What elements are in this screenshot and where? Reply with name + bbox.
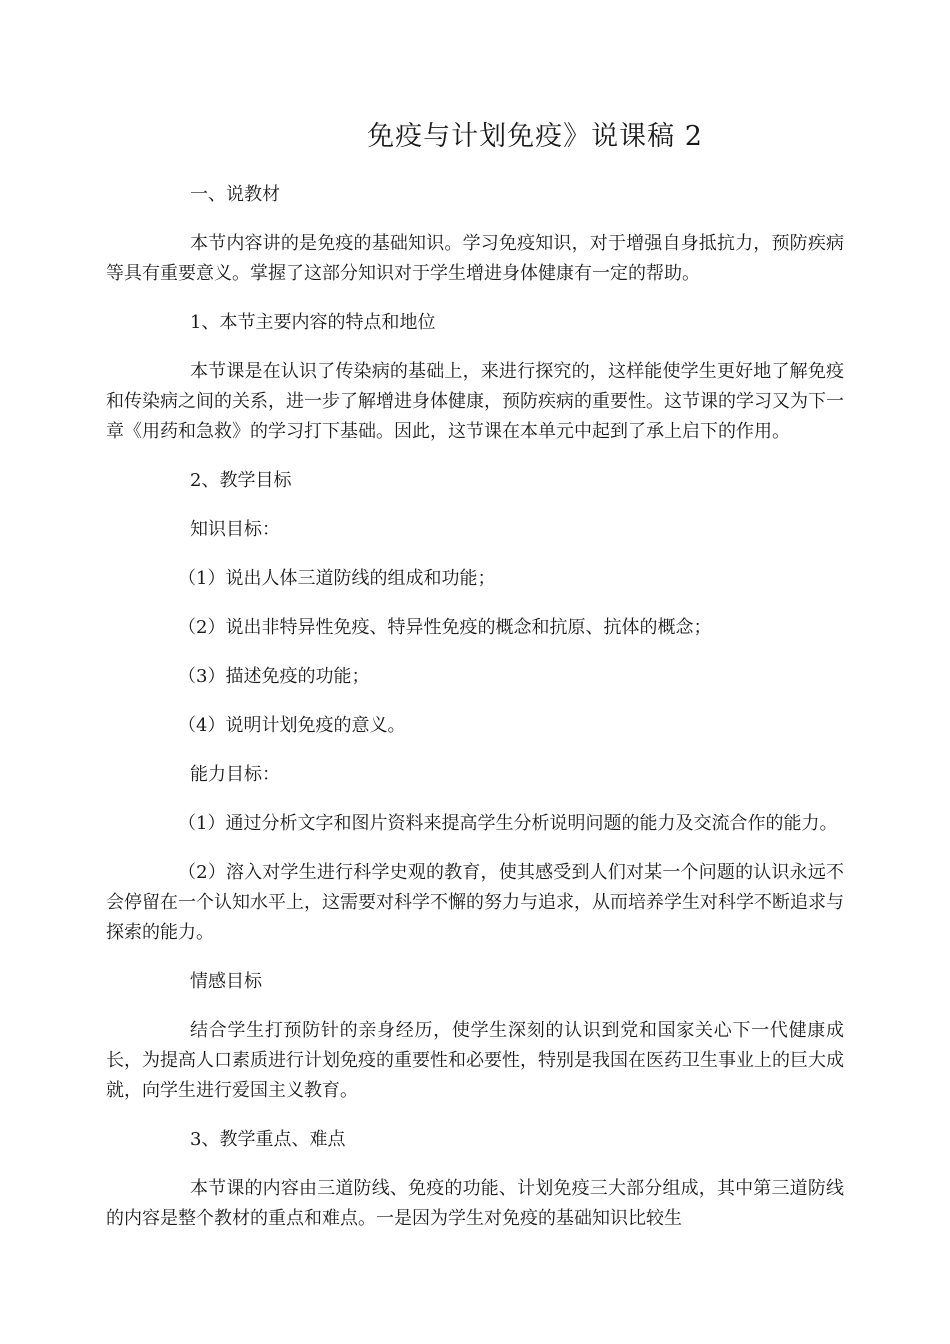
paragraph-content-position: 本节课是在认识了传染病的基础上，来进行探究的，这样能使学生更好地了解免疫和传染病之间的关系，进一步了解增进身体健康，预防疾病的重要性。这节课的学习又为下一章《用药和急救》的学习打下基础。因此，这节课在本单元中起到了承上启下的作用。 (106, 361, 844, 442)
document-title: 免疫与计划免疫》说课稿 2 (367, 121, 703, 152)
label-emotion-goals: 情感目标 (190, 971, 262, 992)
paragraph-emotion-goal: 结合学生打预防针的亲身经历，使学生深刻的认识到党和国家关心下一代健康成长，为提高人口素质进行计划免疫的重要性和必要性，特别是我国在医药卫生事业上的巨大成就，向学生进行爱国主义教育。 (106, 1020, 844, 1101)
subheading-teaching-goals: 2、教学目标 (190, 470, 292, 491)
ability-goal-1: （1）通过分析文字和图片资料来提高学生分析说明问题的能力及交流合作的能力。 (178, 813, 838, 834)
subheading-content-features: 1、本节主要内容的特点和地位 (190, 312, 436, 333)
document-body (106, 180, 844, 1253)
knowledge-goal-1: （1）说出人体三道防线的组成和功能； (178, 568, 496, 589)
label-ability-goals: 能力目标： (190, 764, 280, 785)
section-heading-textbook: 一、说教材 (190, 184, 280, 205)
ability-goal-2: （2）溶入对学生进行科学史观的教育，使其感受到人们对某一个问题的认识永远不会停留在一个认知水平上，这需要对科学不懈的努力与追求，从而培养学生对科学不断追求与探索的能力。 (106, 862, 844, 943)
knowledge-goal-2: （2）说出非特异性免疫、特异性免疫的概念和抗原、抗体的概念； (178, 617, 712, 638)
label-knowledge-goals: 知识目标： (190, 519, 280, 540)
knowledge-goal-4: （4）说明计划免疫的意义。 (178, 715, 406, 736)
subheading-key-points: 3、教学重点、难点 (190, 1129, 346, 1150)
knowledge-goal-3: （3）描述免疫的功能； (178, 666, 370, 687)
paragraph-key-points: 本节课的内容由三道防线、免疫的功能、计划免疫三大部分组成，其中第三道防线的内容是整个教材的重点和难点。一是因为学生对免疫的基础知识比较生 (106, 1178, 844, 1229)
paragraph-intro: 本节内容讲的是免疫的基础知识。学习免疫知识，对于增强自身抵抗力，预防疾病等具有重要意义。掌握了这部分知识对于学生增进身体健康有一定的帮助。 (106, 233, 844, 284)
